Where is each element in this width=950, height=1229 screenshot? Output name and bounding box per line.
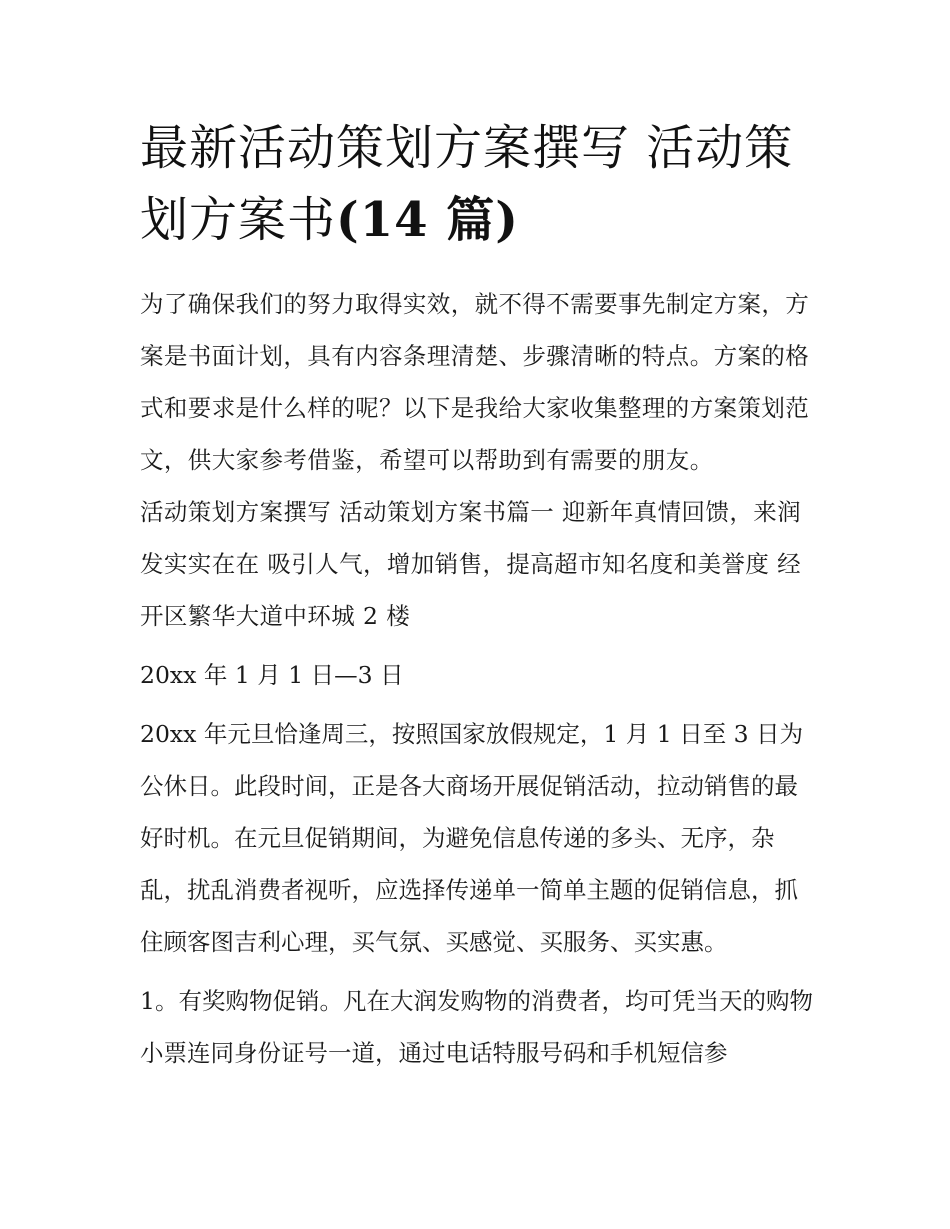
background-paragraph: 20xx 年元旦恰逢周三，按照国家放假规定，1 月 1 日至 3 日为公休日。此段时间，正是各大商场开展促销活动，拉动销售的最好时机。在元旦促销期间，为避免信息传递的多头、无序，杂乱，扰乱消费者视听，应选择传递单一简单主题的促销信息，抓住顾客图吉利心理，买气氛、买感觉、买服务、买实惠。 [140, 720, 804, 956]
intro-paragraph: 为了确保我们的努力取得实效，就不得不需要事先制定方案，方案是书面计划，具有内容条理清楚、步骤清晰的特点。方案的格式和要求是什么样的呢？以下是我给大家收集整理的方案策划范文，供大家参考借鉴，希望可以帮助到有需要的朋友。 [140, 290, 810, 474]
title-text: 最新活动策划方案撰写 活动策划方案书 [140, 120, 794, 248]
activity-date-paragraph: 20xx 年 1 月 1 日—3 日 [140, 661, 404, 689]
title-count: (14 篇) [336, 192, 519, 248]
promotion-item-paragraph: 1。有奖购物促销。凡在大润发购物的消费者，均可凭当天的购物小票连同身份证号一道，通过电话特服号码和手机短信参 [140, 987, 813, 1067]
plan-heading-paragraph: 活动策划方案撰写 活动策划方案书篇一 迎新年真情回馈，来润发实实在在 吸引人气，增加销售，提高超市知名度和美誉度 经开区繁华大道中环城 2 楼 [140, 498, 802, 630]
document-body [140, 278, 820, 1079]
document-title [140, 112, 820, 256]
